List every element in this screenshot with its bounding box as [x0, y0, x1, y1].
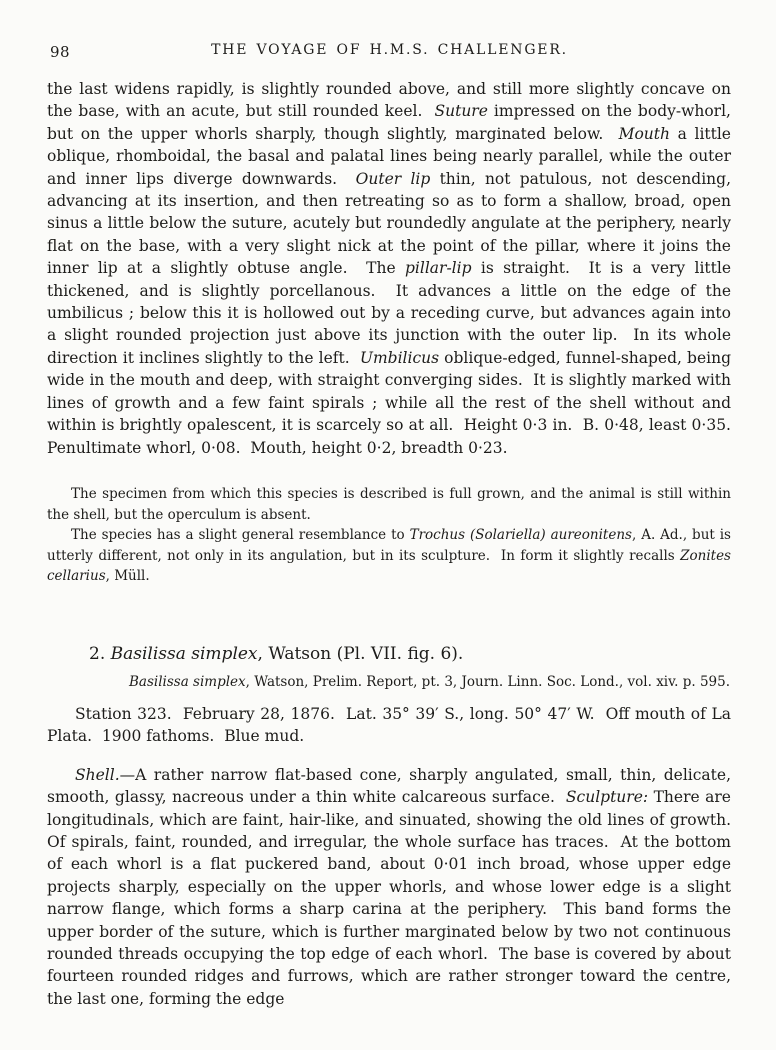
species-description-paragraph	[47, 78, 741, 459]
text-run: oblique-edged, funnel-shaped, being wide in the mouth and deep, with straight converging sides. It is slightly marked with lines of growth and a few faint spirals ; while all the rest of the shell without and within is brightly opalescent, it is scarcely so at all. Height 0·3 in. B. 0·48, least 0·35. Penultimate whorl, 0·08. Mouth, height 0·2, breadth 0·23.	[47, 348, 741, 457]
text-run: There are longitudinals, which are faint, hair-like, and sinuated, showing the old lines of growth. Of spirals, faint, rounded, and irregular, the whole surface has traces. At the bottom of each whorl is a flat puckered band, about 0·01 inch broad, whose upper edge projects sharply, especially on the upper whorls, and whose lower edge is a slight narrow flange, which forms a sharp carina at the periphery. This band forms the upper border of the suture, which is further marginated below by two not continuous rounded threads occupying the top edge of each whorl. The base is covered by about fourteen rounded ridges and furrows, which are rather stronger toward the centre, the last one, forming the edge	[47, 788, 741, 1008]
page-number: 98	[50, 43, 71, 61]
text-run: is straight. It is a very little thickened, and is slightly porcellanous. It advances a little on the edge of the umbilicus ; below this it is hollowed out by a receding curve, but advances again into a slight rounded projection just above its junction with the outer lip. In its whole direction it inclines slightly to the left.	[47, 259, 736, 367]
running-title: THE VOYAGE OF H.M.S. CHALLENGER.	[211, 42, 568, 58]
italic-text-run: Mouth	[618, 124, 670, 143]
italic-text-run: Shell.	[75, 765, 120, 784]
text-run: , Müll.	[105, 568, 150, 585]
text-run: —A rather narrow flat-based cone, sharply angulated, small, thin, delicate, smooth, glassy, nacreous under a thin white calcareous surface.	[47, 765, 736, 807]
text-run: , A. Ad., but is utterly different, not only in its angulation, but in its sculpture. In form it slightly recalls	[47, 527, 736, 564]
synonymy-citation	[47, 672, 731, 692]
text-run: 2.	[89, 643, 111, 664]
italic-text-run: Basilissa simplex	[110, 643, 258, 664]
station-record-paragraph	[47, 703, 736, 748]
italic-text-run: Umbilicus	[359, 348, 440, 367]
specimen-note-paragraph	[47, 484, 736, 525]
text-run: The specimen from which this species is described is full grown, and the animal is still within the shell, but the operculum is absent.	[47, 485, 736, 523]
species-notes	[47, 484, 736, 587]
species-heading	[47, 642, 731, 666]
text-run: , Watson, Prelim. Report, pt. 3, Journ. Linn. Soc. Lond., vol. xiv. p. 595.	[245, 673, 731, 690]
italic-text-run: Sculpture:	[565, 788, 649, 807]
resemblance-note-paragraph	[47, 525, 736, 587]
page-header	[47, 42, 732, 64]
text-run: thin, not patulous, not descending, advancing at its insertion, and then retreating so as to form a shallow, broad, open sinus a little below the suture, acutely but roundedly angulate at the periphery, nearly flat on the base, with a very slight nick at the point of the pillar, where it joins the inner lip at a slightly obtuse angle. The	[47, 169, 736, 278]
text-run: , Watson (Pl. VII. fig. 6).	[257, 643, 464, 664]
italic-text-run: Outer lip	[355, 169, 431, 188]
text-run: a little oblique, rhomboidal, the basal and palatal lines being nearly parallel, while the outer and inner lips diverge downwards.	[47, 124, 736, 188]
italic-text-run: Basilissa simplex	[129, 673, 246, 690]
italic-text-run: Suture	[434, 102, 488, 121]
text-run: The species has a slight general resemblance to	[71, 527, 410, 544]
text-run: the last widens rapidly, is slightly rounded above, and still more slightly concave on the base, with an acute, but still rounded keel.	[47, 80, 736, 121]
text-run: Station 323. February 28, 1876. Lat. 35° 39′ S., long. 50° 47′ W. Off mouth of La Plata. 1900 fathoms. Blue mud.	[47, 704, 736, 746]
text-run: impressed on the body-whorl, but on the upper whorls sharply, though slightly, marginated below.	[47, 102, 736, 143]
shell-description-paragraph	[47, 764, 741, 1010]
italic-text-run: Trochus (Solariella) aureonitens	[409, 527, 632, 544]
page-body	[47, 78, 741, 1010]
italic-text-run: pillar-lip	[405, 259, 472, 278]
italic-text-run: Zonites cellarius	[47, 547, 736, 585]
